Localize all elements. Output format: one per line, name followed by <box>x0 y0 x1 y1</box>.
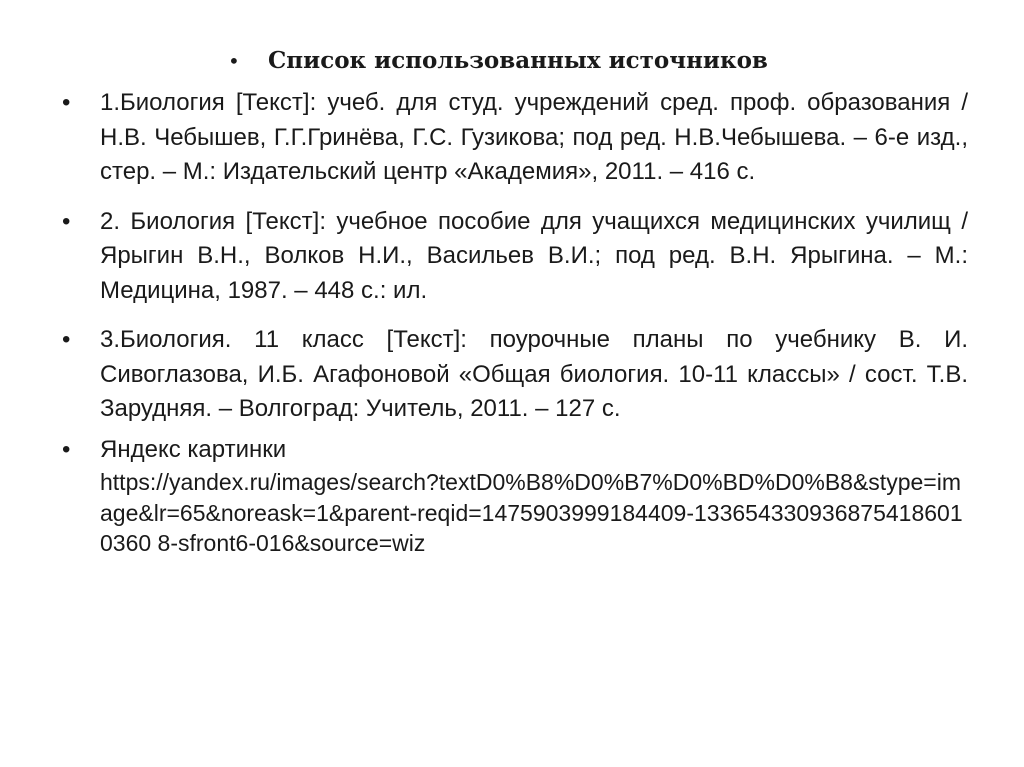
bullet-icon: • <box>62 89 71 116</box>
bullet-icon: • <box>62 326 71 353</box>
reference-item-4 <box>62 433 968 559</box>
reference-text: 1.Биология [Текст]: учеб. для студ. учреждений сред. проф. образования / Н.В. Чебышев, Г.Г.Гринёва, Г.С. Гузикова; под ред. Н.В.Чебышева. – 6-е изд., стер. – М.: Издательский центр «Академия», 2011. – 416 с. <box>100 89 968 185</box>
bullet-icon: • <box>62 207 71 235</box>
reference-list <box>62 86 968 559</box>
reference-item-2 <box>62 205 968 309</box>
bullet-icon: • <box>62 435 71 463</box>
title-bullet: • <box>228 49 240 73</box>
reference-text: 2. Биология [Текст]: учебное пособие для учащихся медицинских училищ / Ярыгин В.Н., Волков Н.И., Васильев В.И.; под ред. В.Н. Ярыгина. – М.: Медицина, 1987. – 448 с.: ил. <box>100 207 968 304</box>
slide-title: Список использованных источников <box>268 47 768 74</box>
reference-text: 3.Биология. 11 класс [Текст]: поурочные планы по учебнику В. И. Сивоглазова, И.Б. Агафоновой «Общая биология. 10-11 классы» / сост. Т.В. Зарудняя. – Волгоград: Учитель, 2011. – 127 с. <box>100 326 968 422</box>
reference-url-link[interactable]: https://yandex.ru/images/search?textD0%B8%D0%B7%D0%BD%D0%B8&stype=image&lr=65&noreask=1&parent-reqid=1475903999184409-1336543309368754186010360 8-sfront6-016&source=wiz <box>100 469 963 556</box>
reference-item-3 <box>62 323 968 427</box>
slide-title-row <box>228 44 768 78</box>
reference-text: Яндекс картинки <box>100 435 287 463</box>
reference-item-1 <box>62 86 968 190</box>
